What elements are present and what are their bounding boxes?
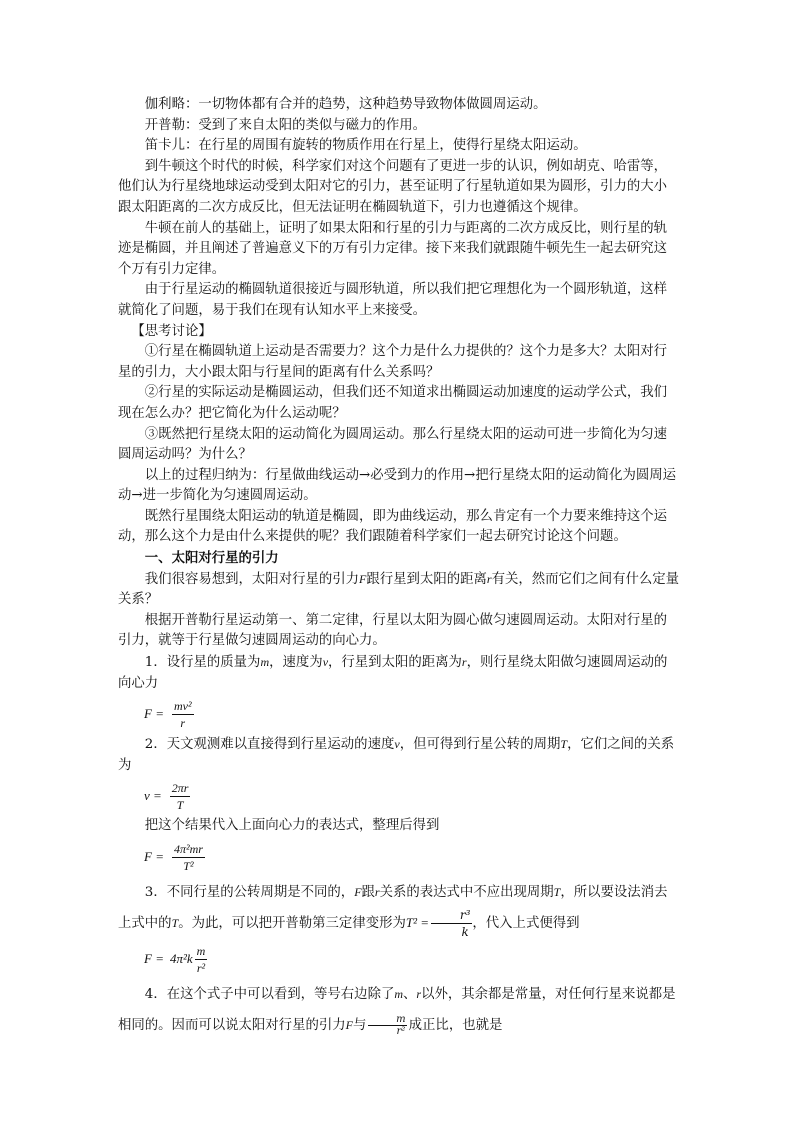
step-2: 2．天文观测难以直接得到行星运动的速度v，但可得到行星公转的周期T，它们之间的关系为 bbox=[118, 737, 675, 773]
formula-force-period: F = $\frac{\text{4π²mr}}{\text{T²}}$ bbox=[144, 841, 203, 873]
paragraph-newton-proof: 牛顿在前人的基础上，证明了如果太阳和行星的引力与距离的二次方成反比，则行星的轨迹是椭圆，并且阐述了普遍意义下的万有引力定律。接下来我们就跟随牛顿先生一起去研究这个万有引力定律。 bbox=[118, 220, 668, 277]
symbol-m: m bbox=[260, 655, 270, 670]
symbol-r: r bbox=[461, 655, 467, 670]
formula-force-k: F = 4π²k $\frac{m}{\text{r²}}$ bbox=[144, 943, 206, 975]
section-label-discussion: 【思考讨论】 bbox=[131, 323, 212, 339]
symbol-F: F bbox=[359, 571, 367, 586]
symbol-r: r bbox=[486, 571, 492, 586]
symbol-r: r bbox=[374, 885, 380, 899]
formula-m-over-r2: $\frac{m}{\text{r²}}$ bbox=[368, 1014, 406, 1037]
heading-sun-gravity: 一、太阳对行星的引力 bbox=[144, 550, 279, 567]
symbol-T: T bbox=[553, 885, 561, 899]
symbol-F: F bbox=[345, 1018, 353, 1032]
paragraph-force-source: 既然行星围绕太阳运动的轨道是椭圆，即为曲线运动，那么肯定有一个力要来维持这个运动，那么这个力是由什么来提供的呢？我们跟随着科学家们一起去研究讨论这个问题。 bbox=[118, 508, 668, 545]
formula-centripetal-force: F = $\frac{\text{mv²}}{r}$ bbox=[144, 698, 192, 730]
formula-kepler-third: $\frac{\text{r³}}{k}$ bbox=[431, 908, 472, 939]
paragraph-kepler: 开普勒：受到了来自太阳的类似与磁力的作用。 bbox=[144, 117, 426, 133]
symbol-T: T bbox=[171, 916, 179, 930]
document-body bbox=[118, 95, 680, 1041]
symbol-T: T bbox=[560, 737, 568, 752]
paragraph-newton-era: 到牛顿这个时代的时候，科学家们对这个问题有了更进一步的认识，例如胡克、哈雷等，他们认为行星绕地球运动受到太阳对它的引力，甚至证明了行星轨道如果为圆形，引力的大小跟太阳距离的二次方成反比，但无法证明在椭圆轨道下，引力也遵循这个规律。 bbox=[118, 158, 668, 215]
symbol-m: m bbox=[394, 987, 404, 1001]
paragraph-simplification: 由于行星运动的椭圆轨道很接近与圆形轨道，所以我们把它理想化为一个圆形轨道，这样就简化了问题，易于我们在现有认知水平上来接受。 bbox=[118, 282, 668, 318]
symbol-v: v bbox=[322, 655, 329, 670]
question-3: ③既然把行星绕太阳的运动简化为圆周运动。那么行星绕太阳的运动可进一步简化为匀速圆周运动吗？为什么？ bbox=[118, 426, 668, 463]
paragraph-descartes: 笛卡儿：在行星的周围有旋转的物质作用在行星上，使得行星绕太阳运动。 bbox=[144, 138, 587, 154]
paragraph-substitute: 把这个结果代入上面向心力的表达式，整理后得到 bbox=[144, 818, 440, 834]
symbol-r: r bbox=[416, 987, 422, 1001]
symbol-v: v bbox=[394, 737, 400, 752]
paragraph-quantitative: 我们很容易想到，太阳对行星的引力F跟行星到太阳的距离r有关，然而它们之间有什么定量关系？ bbox=[118, 571, 680, 608]
formula-kepler-third-lhs: T² = bbox=[405, 915, 430, 930]
question-2: ②行星的实际运动是椭圆运动，但我们还不知道求出椭圆运动加速度的运动学公式，我们现在怎么办？把它简化为什么运动呢？ bbox=[118, 385, 668, 421]
symbol-F: F bbox=[354, 885, 362, 899]
question-1: ①行星在椭圆轨道上运动是否需要力？这个力是什么力提供的？这个力是多大？太阳对行星的引力，大小跟太阳与行星间的距离有什么关系吗？ bbox=[118, 344, 668, 380]
paragraph-summary: 以上的过程归纳为：行星做曲线运动→必受到力的作用→把行星绕太阳的运动简化为圆周运动→进一步简化为匀速圆周运动。 bbox=[118, 467, 677, 504]
step-3: 3．不同行星的公转周期是不同的，F跟r关系的表达式中不应出现周期T，所以要设法消去上式中的T。为此，可以把开普勒第三定律变形为T² = $\frac{\text{r³}}{k}$ ，代入上式便得到 bbox=[118, 885, 668, 939]
step-4: 4．在这个式子中可以看到，等号右边除了m、r以外，其余都是常量，对任何行星来说都是相同的。因而可以说太阳对行星的引力F与 $\frac{m}{\text{r²}}$ 成正比，也就是 bbox=[118, 987, 676, 1037]
paragraph-kepler-laws: 根据开普勒行星运动第一、第二定律，行星以太阳为圆心做匀速圆周运动。太阳对行星的引力，就等于行星做匀速圆周运动的向心力。 bbox=[118, 612, 668, 649]
step-1: 1．设行星的质量为m，速度为v，行星到太阳的距离为r，则行星绕太阳做匀速圆周运动的向心力 bbox=[118, 655, 668, 691]
paragraph-galileo: 伽利略：一切物体都有合并的趋势，这种趋势导致物体做圆周运动。 bbox=[144, 97, 547, 112]
formula-velocity: v = $\frac{2\pi r}{T}$ bbox=[144, 780, 189, 812]
